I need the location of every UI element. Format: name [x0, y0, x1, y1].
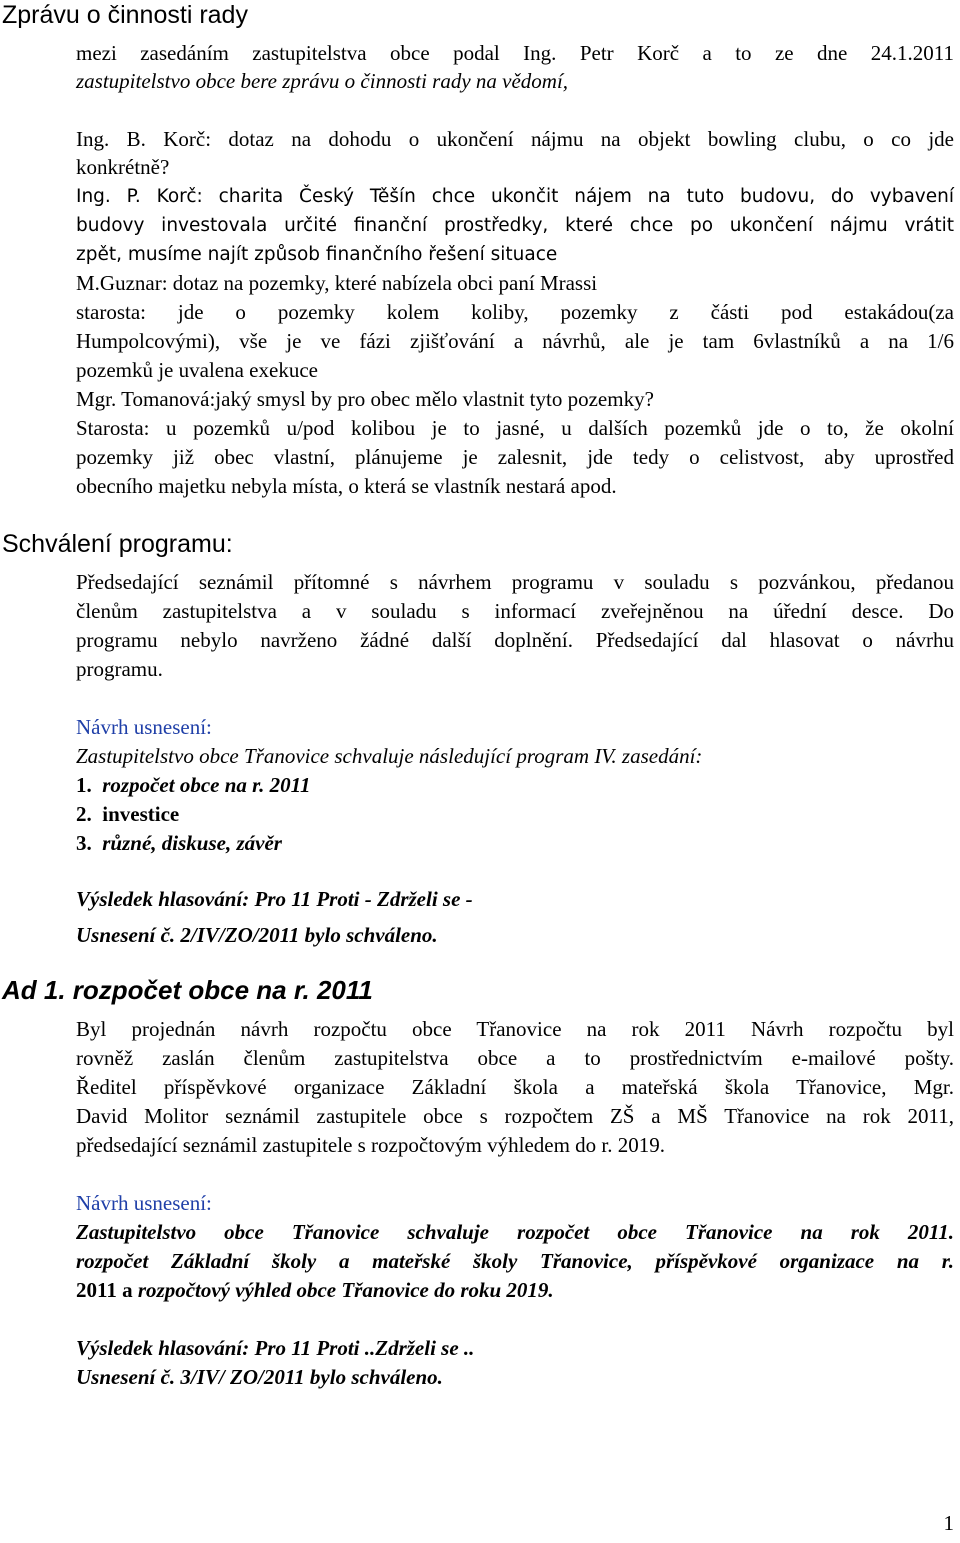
program-item-1	[76, 771, 311, 800]
report-line-3: Ing. B. Korč: dotaz na dohodu o ukončení nájmu na objekt bowling clubu, o co jde	[76, 127, 954, 151]
report-line-2: zastupitelstvo obce bere zprávu o činnosti rady na vědomí,	[76, 69, 569, 93]
ad1-resolution-year: 2011 a	[76, 1278, 138, 1302]
report-line-13: Starosta: u pozemků u/pod kolibou je to jasné, u dalších pozemků jde o to, že okolní	[76, 416, 954, 440]
report-line-6: budovy investovala určité finanční prostředky, které chce po ukončení nájmu vrátit	[76, 215, 954, 236]
ad1-resolution-line-3	[76, 1276, 554, 1305]
report-line-4: konkrétně?	[76, 155, 170, 179]
ad1-line-4: David Molitor seznámil zastupitele obce s rozpočtem ZŠ a MŠ Třanovice na rok 2011,	[76, 1104, 954, 1128]
ad1-heading: Ad 1. rozpočet obce na r. 2011	[2, 975, 373, 1005]
program-item-text: rozpočet obce na r. 2011	[102, 773, 311, 797]
program-item-3	[76, 829, 282, 858]
program-item-text: investice	[102, 802, 180, 826]
program-vote-result: Výsledek hlasování: Pro 11 Proti - Zdrželi se -	[76, 887, 473, 911]
report-line-14: pozemky již obec vlastní, plánujeme je zalesnit, jde tedy o celistvost, aby uprostřed	[76, 445, 954, 469]
program-line-3: programu nebylo navrženo žádné další doplnění. Předsedající dal hlasovat o návrhu	[76, 628, 954, 652]
program-heading: Schválení programu:	[2, 530, 233, 558]
report-line-11: pozemků je uvalena exekuce	[76, 358, 318, 382]
program-item-text: různé, diskuse, závěr	[102, 831, 282, 855]
report-line-1: mezi zasedáním zastupitelstva obce podal Ing. Petr Korč a to ze dne 24.1.2011	[76, 41, 954, 65]
report-line-15: obecního majetku nebyla místa, o která se vlastník nestará apod.	[76, 474, 617, 498]
ad1-line-3: Ředitel příspěvkové organizace Základní škola a mateřská škola Třanovice, Mgr.	[76, 1075, 954, 1099]
program-item-number: 1.	[76, 773, 92, 797]
program-proposal-label: Návrh usnesení:	[76, 715, 212, 739]
program-item-number: 2.	[76, 802, 92, 826]
ad1-line-5: předsedající seznámil zastupitele s rozpočtovým výhledem do r. 2019.	[76, 1133, 666, 1157]
report-line-12: Mgr. Tomanová:jaký smysl by pro obec mělo vlastnit tyto pozemky?	[76, 387, 654, 411]
ad1-resolution-outlook: rozpočtový výhled obce Třanovice do roku 2019.	[137, 1278, 554, 1302]
program-item-2	[76, 800, 179, 829]
program-line-2: členům zastupitelstva a v souladu s informací zveřejněnou na úřední desce. Do	[76, 599, 954, 623]
ad1-resolution-line-2: rozpočet Základní školy a mateřské školy Třanovice, příspěvkové organizace na r.	[76, 1249, 954, 1273]
ad1-line-2: rovněž zaslán členům zastupitelstva obce a to prostřednictvím e-mailové pošty.	[76, 1046, 954, 1070]
report-line-7: zpět, musíme najít způsob finančního řešení situace	[76, 244, 558, 265]
program-line-1: Předsedající seznámil přítomné s návrhem programu v souladu s pozvánkou, předanou	[76, 570, 954, 594]
ad1-proposal-label: Návrh usnesení:	[76, 1191, 212, 1215]
program-line-4: programu.	[76, 657, 163, 681]
ad1-vote-result: Výsledek hlasování: Pro 11 Proti ..Zdrželi se ..	[76, 1336, 475, 1360]
report-line-10: Humpolcovými), vše je ve fázi zjišťování a návrhů, ale je tam 6vlastníků a na 1/6	[76, 329, 954, 353]
report-line-8: M.Guznar: dotaz na pozemky, které nabízela obci paní Mrassi	[76, 271, 598, 295]
report-line-5: Ing. P. Korč: charita Český Těšín chce ukončit nájem na tuto budovu, do vybavení	[76, 186, 954, 207]
report-line-9: starosta: jde o pozemky kolem koliby, pozemky z části pod estakádou(za	[76, 300, 954, 324]
program-resolution-title: Zastupitelstvo obce Třanovice schvaluje následující program IV. zasedání:	[76, 744, 703, 768]
page-number: 1	[943, 1511, 954, 1535]
program-resolution-status: Usnesení č. 2/IV/ZO/2011 bylo schváleno.	[76, 923, 438, 947]
report-heading: Zprávu o činnosti rady	[2, 1, 248, 29]
ad1-resolution-line-1: Zastupitelstvo obce Třanovice schvaluje rozpočet obce Třanovice na rok 2011.	[76, 1220, 954, 1244]
ad1-line-1: Byl projednán návrh rozpočtu obce Třanovice na rok 2011 Návrh rozpočtu byl	[76, 1017, 954, 1041]
program-item-number: 3.	[76, 831, 92, 855]
ad1-resolution-status: Usnesení č. 3/IV/ ZO/2011 bylo schváleno.	[76, 1365, 443, 1389]
